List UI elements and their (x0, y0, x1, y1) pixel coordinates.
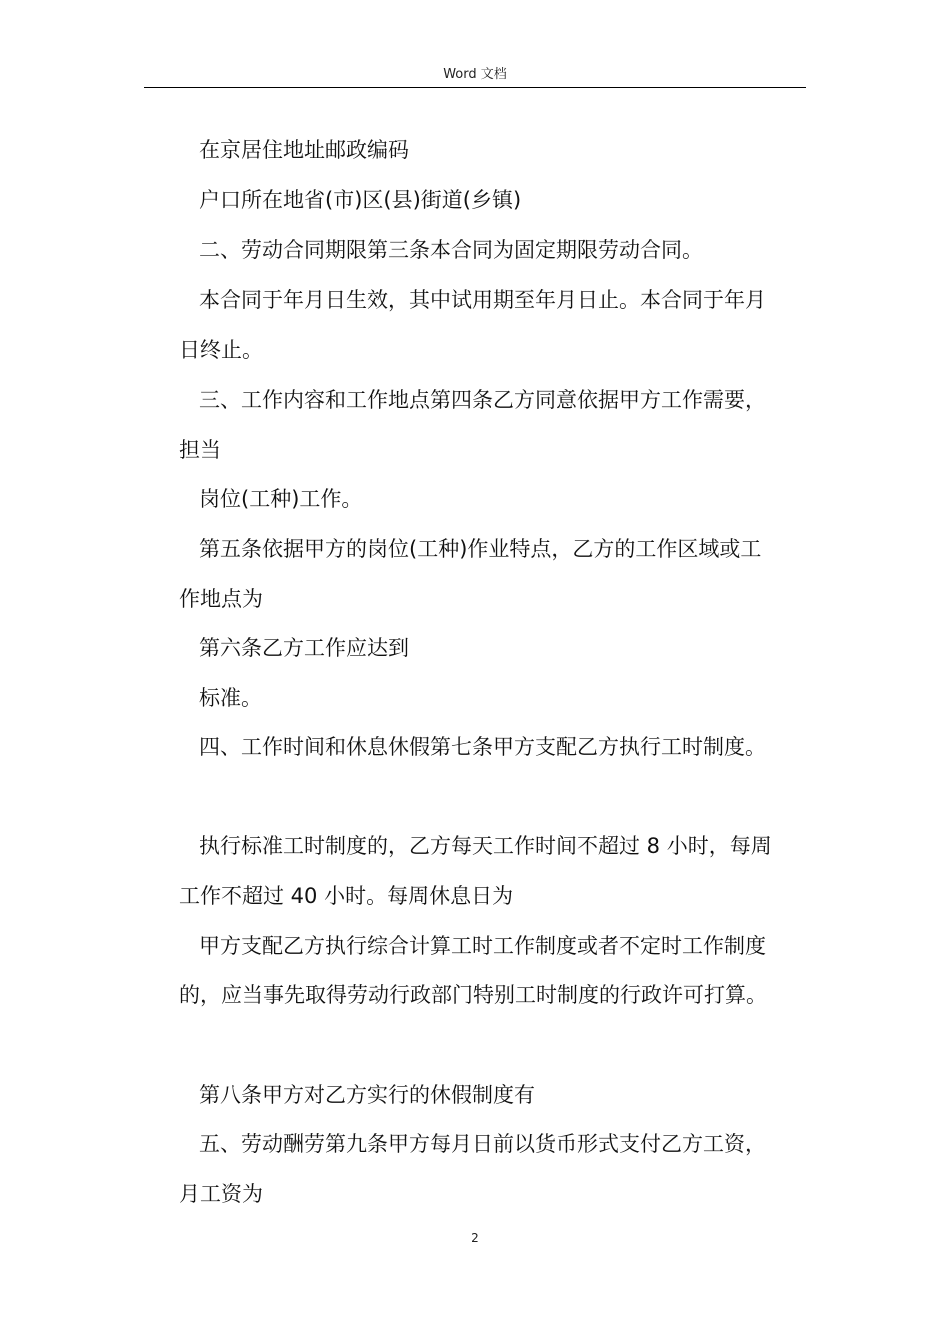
paragraph-line: 在京居住地址邮政编码 (199, 138, 409, 162)
paragraph-line: 日终止。 (179, 338, 263, 362)
paragraph-line: 作地点为 (179, 587, 263, 611)
paragraph-line: 岗位(工种)工作。 (199, 487, 363, 511)
paragraph-line: 工作不超过 40 小时。每周休息日为 (179, 884, 514, 908)
paragraph-line: 本合同于年月日生效，其中试用期至年月日止。本合同于年月 (199, 288, 766, 312)
paragraph-line: 的，应当事先取得劳动行政部门特别工时制度的行政许可打算。 (179, 983, 767, 1007)
page-number: 2 (471, 1231, 479, 1245)
document-header-title: Word 文档 (443, 67, 507, 82)
paragraph-line: 第五条依据甲方的岗位(工种)作业特点，乙方的工作区域或工 (199, 537, 762, 561)
paragraph-line: 户口所在地省(市)区(县)街道(乡镇) (199, 188, 522, 212)
paragraph-line: 第六条乙方工作应达到 (199, 636, 409, 660)
paragraph-line: 三、工作内容和工作地点第四条乙方同意依据甲方工作需要， (199, 388, 766, 412)
paragraph-line: 执行标准工时制度的，乙方每天工作时间不超过 8 小时，每周 (199, 834, 772, 858)
paragraph-line: 甲方支配乙方执行综合计算工时工作制度或者不定时工作制度 (199, 934, 766, 958)
header-divider (144, 87, 806, 88)
paragraph-line: 四、工作时间和休息休假第七条甲方支配乙方执行工时制度。 (199, 735, 766, 759)
paragraph-line: 二、劳动合同期限第三条本合同为固定期限劳动合同。 (199, 238, 703, 262)
paragraph-line: 月工资为 (179, 1182, 263, 1206)
paragraph-line: 标准。 (199, 686, 262, 710)
paragraph-line: 担当 (179, 438, 221, 462)
paragraph-line: 第八条甲方对乙方实行的休假制度有 (199, 1083, 535, 1107)
paragraph-line: 五、劳动酬劳第九条甲方每月日前以货币形式支付乙方工资， (199, 1132, 766, 1156)
